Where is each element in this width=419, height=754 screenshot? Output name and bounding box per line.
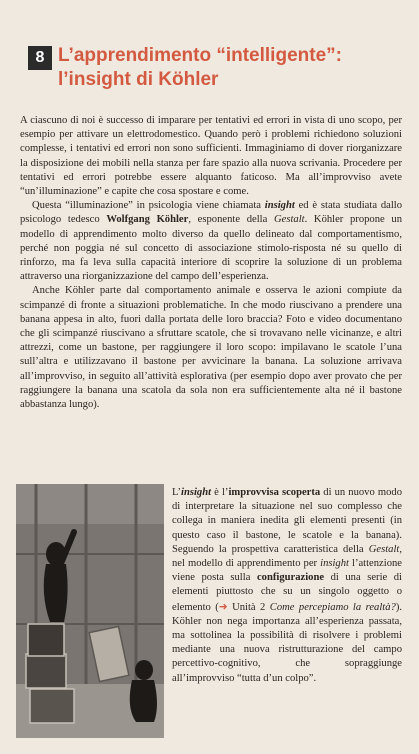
section-title (58, 44, 342, 92)
p2-text-a: Questa “illuminazione” in psicologia viene chiamata (32, 200, 265, 212)
insight-definition (172, 486, 402, 686)
section-title-line2: l’insight di Köhler (58, 69, 219, 90)
s-text-7: Unità 2 (227, 601, 270, 613)
s-text-8: ). Köhler non nega importanza all’esperienza passata, ma sottolinea la possibilità di risolvere i problemi mediante una nuova ristrutturazione del campo percettivo-cognitivo, che sopraggiunge all’improvviso “tutta d’un colpo”. (172, 601, 402, 684)
arrow-right-icon: ➜ (218, 600, 228, 613)
s-text-6: di una serie di elementi piuttosto che su un singolo oggetto o elemento ( (172, 572, 402, 613)
p2-text-c: , esponente della (188, 214, 274, 226)
paragraph-1: A ciascuno di noi è successo di imparare per tentativi ed errori in vista di uno scopo, per esempio per attivare un elettrodomestico. Quando però i problemi richiedono soluzioni complesse, i tentativi ed errori non sono sufficienti. Immaginiamo di dover riorganizzare la disposizione dei mobili nella stanza per fare spazio alla nuova scrivania. Procedere per tentativi ed errori potrebbe essere alquanto faticoso. Ma all’improvviso avete “un’illuminazione” e capite che cosa spostare e come. (20, 115, 402, 198)
p2-text-b: ed è stata studiata dallo psicologo tedesco (20, 200, 402, 226)
p2-author-name: Wolfgang Köhler (106, 214, 189, 226)
s-insight-term-2: insight (320, 558, 349, 570)
s-text-1: L’ (172, 487, 182, 498)
chimpanzee-boxes-photo (16, 484, 164, 738)
p2-text-d: . Köhler propone un modello di apprendimento molto diverso da quello delineato dal comportamentismo, perché non poggia né sul concetto di associazione stimolo-risposta né su quello di rinforzo, ma fa leva sulla capacità interiore di scoprire la soluzione di un problema attraverso una riorganizzazione del campo dell’esperienza. (20, 214, 403, 283)
s-text-2: è l’ (211, 487, 229, 498)
s-gestalt-term: Gestalt (368, 543, 400, 555)
p2-insight-term: insight (264, 200, 295, 212)
main-text (20, 114, 402, 412)
s-insight-term: insight (181, 487, 212, 498)
section-title-line1: L’apprendimento “intelligente”: (58, 45, 342, 66)
p2-gestalt-term: Gestalt (273, 214, 305, 226)
s-text-5: l’attenzione viene posta sulla (172, 558, 402, 584)
section-number: 8 (28, 46, 52, 70)
paragraph-2 (20, 199, 402, 284)
s-text-3: di un nuovo modo di interpretare la situazione nel suo complesso che collega in maniera inedita gli elementi presenti (in questo caso il bastone, le scatole e la banana). Seguendo la prospettiva caratteristica della (172, 487, 402, 555)
paragraph-3: Anche Köhler parte dal comportamento animale e osserva le azioni compiute da scimpanzé di fronte a situazioni problematiche. In che modo riuscivano a prendere una banana appesa in alto, fuori dalla portata delle loro braccia? Foto e video documentano che gli scimpanzé riuscivano a sfruttare scatole, che si trovavano nelle vicinanze, e altri attrezzi, come un bastone, per raggiungere il loro scopo: impilavano le scatole l’una sull’altra e utilizzavano il bastone per avvicinare la banana. La soluzione arrivava all’improvviso, in seguito all’attività esplorativa (per esempio dopo aver provato che per raggiungere la banana una scatola da sola non era sufficientemente alta né il bastone abbastanza lungo). (20, 285, 402, 411)
s-bold-improvvisa: improvvisa scoperta (228, 487, 321, 498)
section-header (22, 44, 402, 104)
s-bold-configurazione: configurazione (256, 572, 325, 584)
s-text-4: , nel modello di apprendimento per (172, 543, 402, 570)
s-unit-title[interactable]: Come percepiamo la realtà? (269, 601, 396, 613)
